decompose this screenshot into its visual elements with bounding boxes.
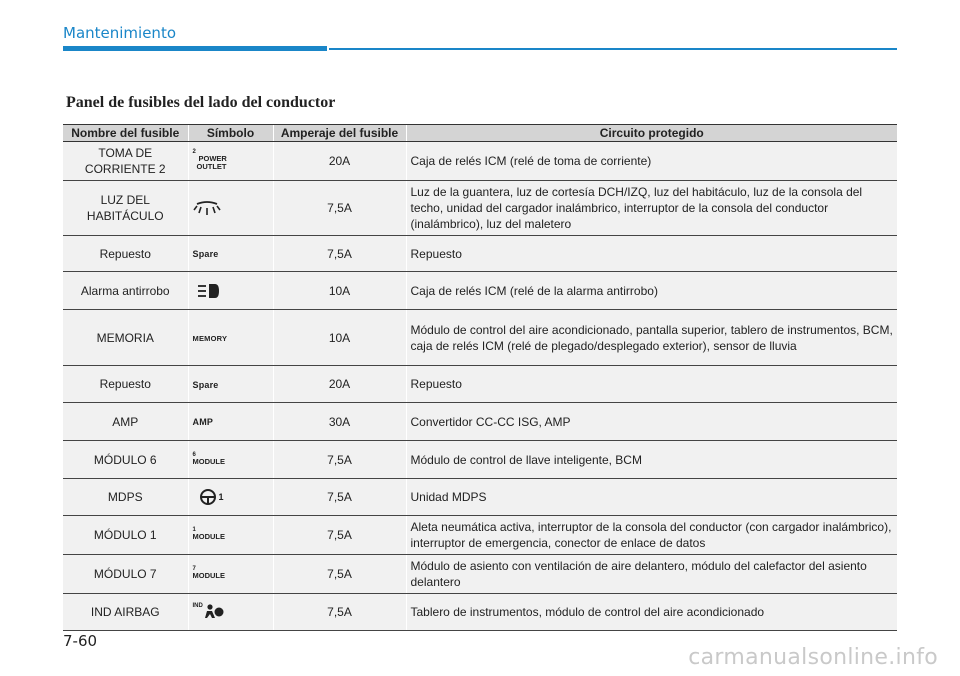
fuse-name: MÓDULO 7	[63, 555, 188, 594]
symbol-text: AMP	[192, 417, 214, 427]
symbol-suffix: 1	[218, 492, 224, 503]
symbol-line: MODULE	[192, 456, 225, 466]
table-row	[63, 181, 897, 236]
fuse-name: MDPS	[63, 479, 188, 516]
fuse-name: Repuesto	[63, 236, 188, 272]
symbol-text: MEMORY	[192, 333, 228, 343]
fuse-amperage: 10A	[273, 272, 406, 310]
fuse-amperage: 7,5A	[273, 441, 406, 479]
fuse-circuit: Repuesto	[406, 366, 897, 403]
table-row	[63, 310, 897, 366]
module-icon	[188, 441, 273, 479]
symbol-superscript: 1	[192, 527, 196, 533]
spare-icon	[188, 366, 273, 403]
fuse-circuit: Caja de relés ICM (relé de la alarma antirrobo)	[406, 272, 897, 310]
symbol-superscript: IND	[192, 603, 203, 609]
fuse-name: Repuesto	[63, 366, 188, 403]
fuse-name: LUZ DEL HABITÁCULO	[63, 181, 188, 236]
symbol-superscript: 2	[192, 149, 196, 155]
room-lamp-icon	[188, 181, 273, 236]
fuse-circuit: Caja de relés ICM (relé de toma de corriente)	[406, 142, 897, 181]
fuse-name: AMP	[63, 403, 188, 441]
page-number: 7-60	[63, 632, 98, 650]
fuse-amperage: 20A	[273, 142, 406, 181]
fuse-circuit: Unidad MDPS	[406, 479, 897, 516]
module-icon	[188, 516, 273, 555]
spare-icon	[188, 236, 273, 272]
fuse-name: IND AIRBAG	[63, 594, 188, 631]
fuse-circuit: Luz de la guantera, luz de cortesía DCH/IZQ, luz del habitáculo, luz de la consola del techo, unidad del cargador inalámbrico, interruptor de la consola del conductor (inalámbrico), luz del maletero	[406, 181, 897, 236]
symbol-superscript: 6	[192, 451, 196, 458]
fuse-amperage: 7,5A	[273, 516, 406, 555]
section-title: Mantenimiento	[63, 24, 176, 42]
fuse-name: MÓDULO 6	[63, 441, 188, 479]
fuse-name: MÓDULO 1	[63, 516, 188, 555]
column-header-circuit: Circuito protegido	[406, 125, 897, 142]
symbol-line: POWER	[198, 154, 227, 163]
fuse-amperage: 7,5A	[273, 181, 406, 236]
symbol-text: Spare	[192, 379, 219, 390]
fuse-circuit: Aleta neumática activa, interruptor de la consola del conductor (con cargador inalámbrico), interruptor de emergencia, conector de enlace de datos	[406, 516, 897, 555]
table-row	[63, 272, 897, 310]
fuse-circuit: Módulo de asiento con ventilación de aire delantero, módulo del calefactor del asiento delantero	[406, 555, 897, 594]
steering-wheel-icon	[188, 479, 273, 516]
column-header-name: Nombre del fusible	[63, 125, 188, 142]
fuse-circuit: Convertidor CC-CC ISG, AMP	[406, 403, 897, 441]
fuse-amperage: 7,5A	[273, 555, 406, 594]
table-row	[63, 236, 897, 272]
fuse-circuit: Módulo de control de llave inteligente, BCM	[406, 441, 897, 479]
symbol-line: OUTLET	[196, 162, 227, 171]
header-rule	[329, 48, 897, 50]
table-row	[63, 594, 897, 631]
column-header-symbol: Símbolo	[188, 125, 273, 142]
fuse-name: TOMA DE CORRIENTE 2	[63, 142, 188, 181]
amp-icon	[188, 403, 273, 441]
table-row	[63, 479, 897, 516]
column-header-amperage: Amperaje del fusible	[273, 125, 406, 142]
header-accent-bar	[63, 46, 327, 51]
watermark: carmanualsonline.info	[688, 645, 938, 670]
fuse-amperage: 10A	[273, 310, 406, 366]
power-outlet-icon	[188, 142, 273, 181]
symbol-line: MODULE	[192, 571, 225, 580]
table-row	[63, 441, 897, 479]
fuse-amperage: 7,5A	[273, 594, 406, 631]
memory-icon	[188, 310, 273, 366]
fuse-circuit: Tablero de instrumentos, módulo de control del aire acondicionado	[406, 594, 897, 631]
table-row	[63, 516, 897, 555]
table-row	[63, 366, 897, 403]
module-icon	[188, 555, 273, 594]
airbag-indicator-icon	[188, 594, 273, 631]
symbol-superscript: 7	[192, 566, 196, 572]
fuse-circuit: Módulo de control del aire acondicionado, pantalla superior, tablero de instrumentos, BCM, caja de relés ICM (relé de plegado/desplegado exterior), sensor de lluvia	[406, 310, 897, 366]
burglar-alarm-icon	[188, 272, 273, 310]
fuse-table	[63, 124, 897, 631]
table-header-row	[63, 125, 897, 142]
table-row	[63, 142, 897, 181]
fuse-amperage: 30A	[273, 403, 406, 441]
fuse-name: MEMORIA	[63, 310, 188, 366]
page-title: Panel de fusibles del lado del conductor	[66, 94, 336, 111]
table-row	[63, 555, 897, 594]
symbol-text: Spare	[192, 249, 219, 259]
fuse-amperage: 7,5A	[273, 479, 406, 516]
table-row	[63, 403, 897, 441]
fuse-circuit: Repuesto	[406, 236, 897, 272]
fuse-amperage: 20A	[273, 366, 406, 403]
symbol-line: MODULE	[192, 532, 225, 541]
fuse-name: Alarma antirrobo	[63, 272, 188, 310]
fuse-amperage: 7,5A	[273, 236, 406, 272]
